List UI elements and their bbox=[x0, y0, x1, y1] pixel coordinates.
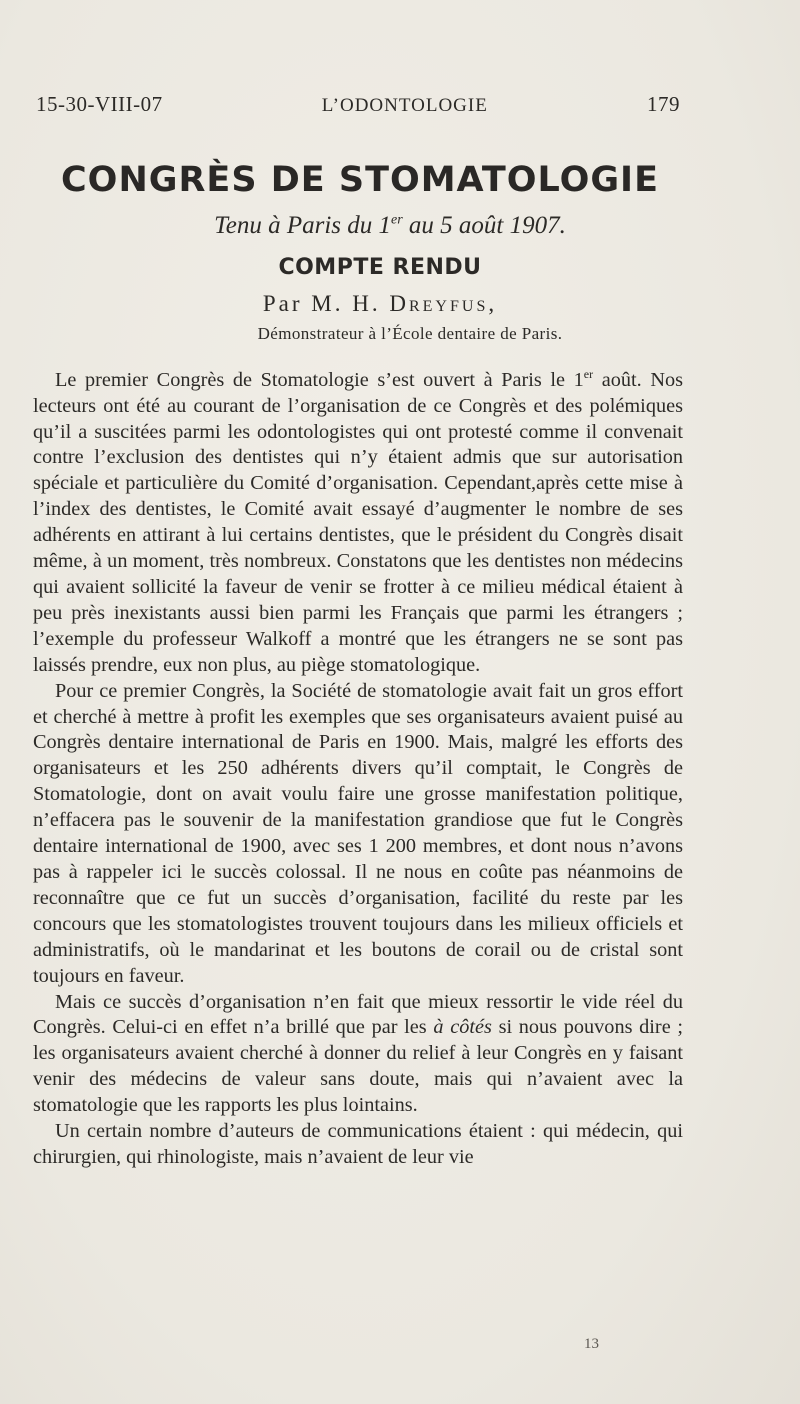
paragraph-4: Un certain nombre d’auteurs de communications étaient : qui médecin, qui chirurgien, qui rhinologiste, mais n’avaient de leur vie bbox=[33, 1120, 683, 1168]
paragraph-2: Pour ce premier Congrès, la Société de stomatologie avait fait un gros effort et cherché à mettre à profit les exemples que ses organisateurs avaient puisé au Congrès dentaire international de Paris en 1900. Mais, malgré les efforts des organisateurs et les 250 adhérents divers qu’il comptait, le Congrès de Stomatologie, dont on avait voulu faire une grosse manifestation politique, n’effacera pas le souvenir de la manifestation grandiose que fut le Congrès dentaire international de 1900, avec ses 1 200 membres, et dont nous n’avons pas à rappeler ici le succès colossal. Il ne nous en coûte pas néanmoins de reconnaître que ce fut un succès d’organisation, facilité du reste par les concours que les stomatologistes trouvent toujours dans les milieux officiels et administratifs, où le mandarinat et les boutons de corail ou de cristal sont toujours en faveur. bbox=[33, 679, 683, 987]
congress-dates bbox=[0, 212, 790, 240]
paragraph-1-superscript: er bbox=[583, 367, 594, 381]
paragraph-3-italic: à côtés bbox=[433, 1016, 492, 1039]
dates-superscript: er bbox=[391, 212, 403, 228]
running-head bbox=[36, 92, 680, 117]
dates-text-start: Tenu à Paris du 1 bbox=[214, 212, 391, 239]
report-heading: COMPTE RENDU bbox=[278, 255, 482, 280]
paragraph-3-end: si nous pouvons dire ; les organisateurs avaient cherché à donner du relief à leur Congrès en y faisant venir des médecins de valeur sans doute, mais qui n’avaient avec la stomatologie que les rapports les plus lointains. bbox=[33, 1016, 683, 1117]
article-body bbox=[33, 362, 683, 1171]
author-suffix: , bbox=[488, 291, 498, 316]
journal-name: L’ODONTOLOGIE bbox=[321, 95, 488, 116]
signature-mark: 13 bbox=[584, 1336, 599, 1352]
paragraph-1-start: Le premier Congrès de Stomatologie s’est ouvert à Paris le 1 bbox=[55, 368, 584, 391]
paragraph-1 bbox=[33, 362, 683, 679]
page-number: 179 bbox=[646, 92, 680, 116]
author-prefix: Par M. H. bbox=[262, 291, 390, 316]
dates-text-end: au 5 août 1907. bbox=[402, 212, 566, 239]
author-affiliation: Démonstrateur à l’École dentaire de Paris. bbox=[257, 324, 563, 343]
author-name: Dreyfus bbox=[389, 291, 489, 316]
paragraph-3-start: Mais ce succès d’organisation n’en fait que mieux ressortir le vide réel du Congrès. Celui-ci en effet n’a brillé que par les bbox=[33, 990, 683, 1039]
issue-date: 15-30-VIII-07 bbox=[36, 92, 163, 116]
paragraph-3 bbox=[33, 990, 683, 1120]
article-title: CONGRÈS DE STOMATOLOGIE bbox=[61, 160, 659, 200]
author-line bbox=[0, 291, 780, 317]
paragraph-1-end: août. Nos lecteurs ont été au courant de l’organisation de ce Congrès et des polémiques qu’il a suscitées parmi les odontologistes qui ont protesté comme il convenait contre l’exclusion des dentistes qui n’y étaient admis que sur autorisation spéciale et particulière du Comité d’organisation. Cependant,après cette mise à l’index des dentistes, le Comité avait essayé d’augmenter le nombre de ses adhérents en attirant à lui certains dentistes, que le président du Congrès disait même, à un moment, très nombreux. Constatons que les dentistes non médecins qui avaient sollicité la faveur de venir se frotter à ce milieu médical étaient à peu près inexistants aussi bien parmi les Français que parmi les étrangers ; l’exemple du professeur Walkoff a montré que les étrangers ne se sont pas laissés prendre, eux non plus, au piège stomatologique. bbox=[33, 368, 683, 676]
